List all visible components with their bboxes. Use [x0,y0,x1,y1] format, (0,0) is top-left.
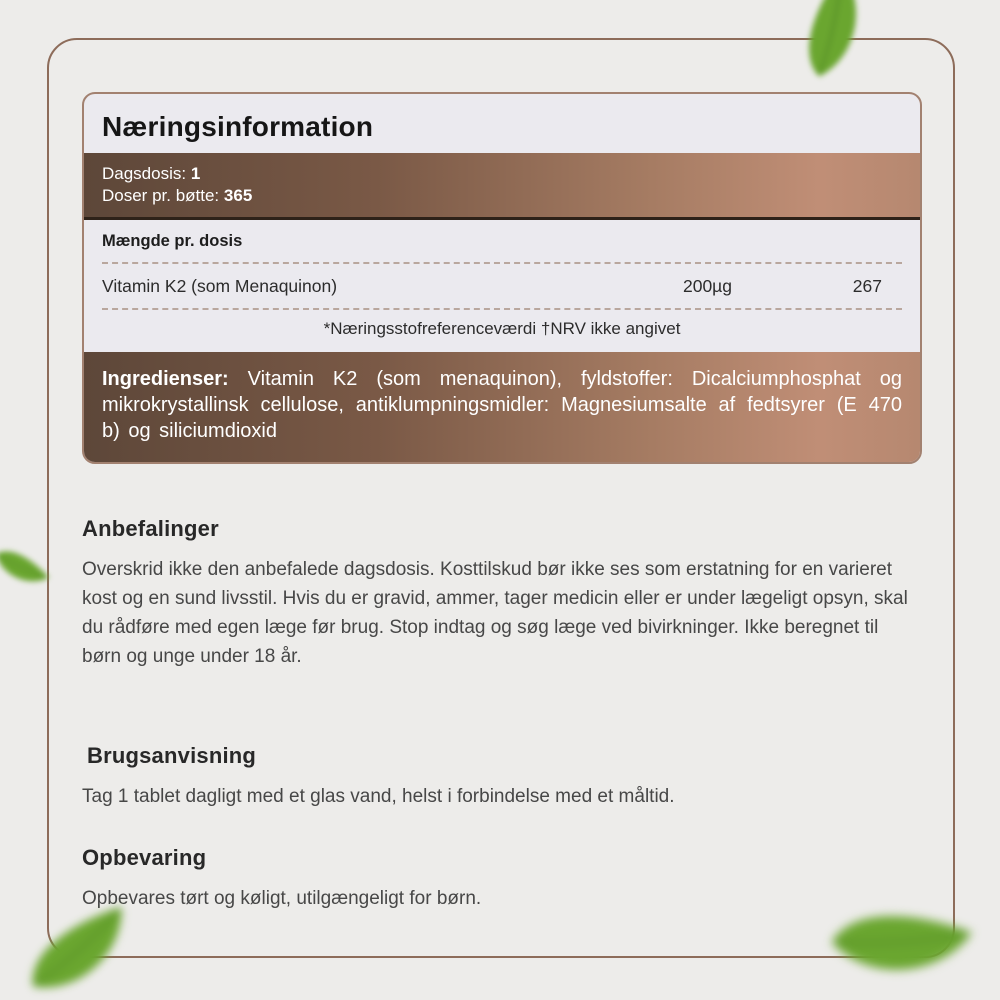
section-heading: Opbevaring [82,845,207,870]
daily-dose-value: 1 [190,164,201,183]
nutrition-table [84,220,920,352]
section-recommendations [82,516,922,671]
section-heading: Brugsanvisning [87,743,257,768]
daily-dose-label: Dagsdosis: [102,164,187,183]
table-row [102,264,902,310]
section-directions [82,743,922,811]
doses-per-jar-line [102,185,902,207]
card-title: Næringsinformation [102,111,374,142]
table-header: Mængde pr. dosis [102,220,902,264]
section-body: Opbevares tørt og køligt, utilgængeligt for børn. [82,888,482,909]
dose-bar [84,153,920,220]
ingredients-text: Vitamin K2 (som menaquinon), fyldstoffer: Dicalciumphosphat og mikrokrystallinsk cellulose, antiklumpningsmidler: Magnesiumsalte af fedtsyrer (E 470 b) og siliciumdioxid [102,368,902,442]
section-storage [82,845,922,913]
ingredients-section [84,352,920,462]
daily-dose-line [102,163,902,185]
nutrient-name: Vitamin K2 (som Menaquinon) [102,276,338,296]
ingredients-label: Ingredienser: [102,368,229,390]
section-heading: Anbefalinger [82,516,219,541]
nutrient-amount: 200µg [682,276,732,296]
nutrient-nrv: 267 [852,276,882,296]
section-body: Overskrid ikke den anbefalede dagsdosis. Kosttilskud bør ikke ses som erstatning for en varieret kost og en sund livsstil. Hvis du er gravid, ammer, tager medicin eller er under lægeligt opsyn, skal du rådføre med egen læge før brug. Stop indtag og søg læge ved bivirkninger. Ikke beregnet til børn og unge under 18 år. [82,559,908,667]
doses-per-jar-value: 365 [223,186,253,205]
nutrition-card [82,92,922,464]
section-body: Tag 1 tablet dagligt med et glas vand, helst i forbindelse med et måltid. [82,786,675,807]
doses-per-jar-label: Doser pr. bøtte: [102,186,220,205]
table-footnote: *Næringsstofreferenceværdi †NRV ikke angivet [323,319,681,338]
